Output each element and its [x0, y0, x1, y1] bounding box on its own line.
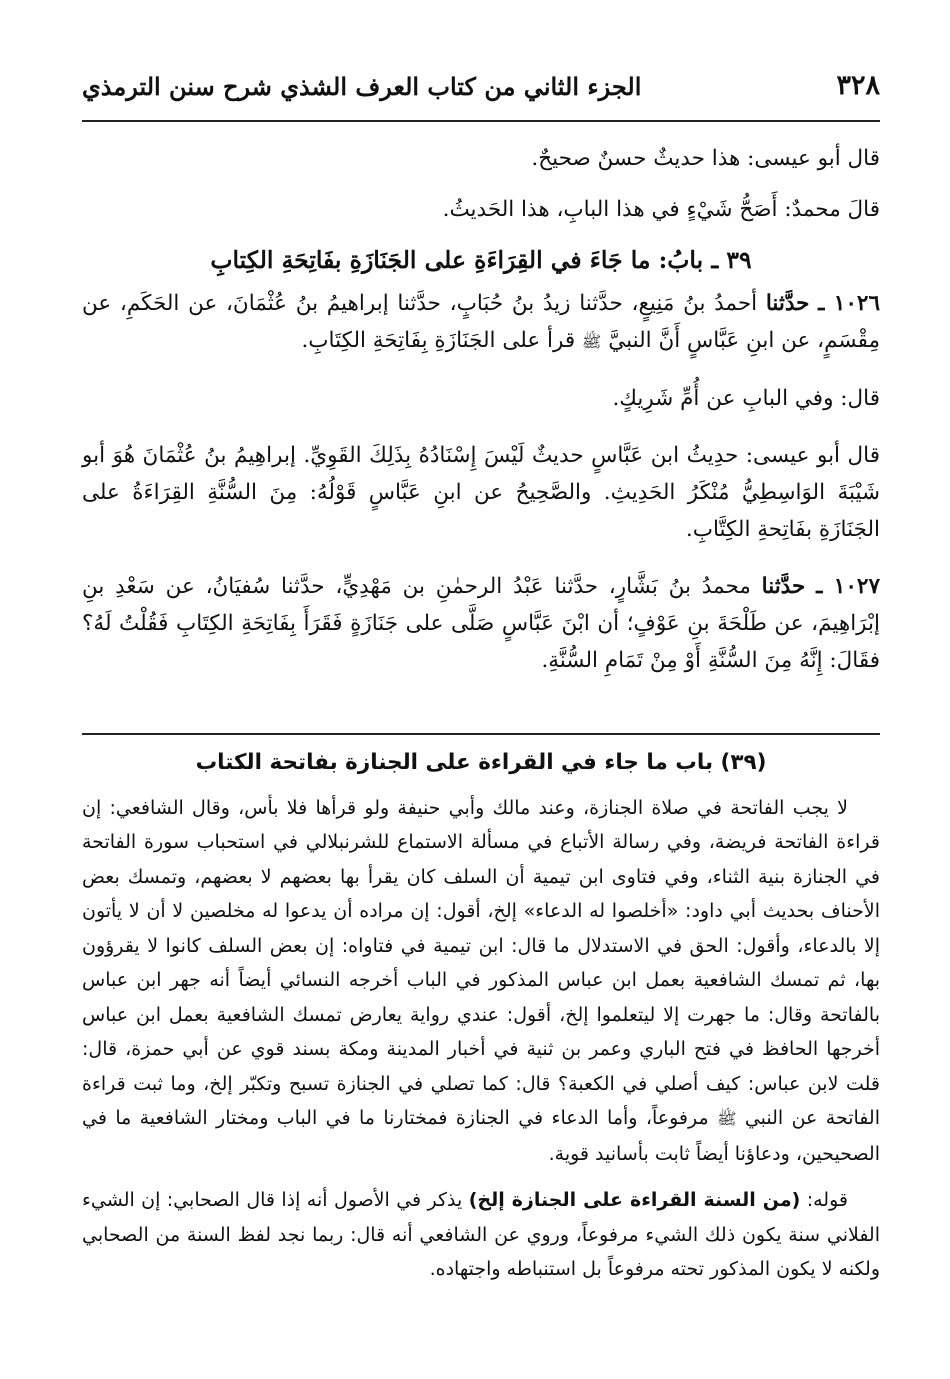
main-text — [82, 140, 880, 693]
commentary-text-end: مرفوعاً، وأما الدعاء في الجنازة فمختارنا ما في الباب ومختار الشافعية ما في الصحيحين، ودعاؤنا أيضاً ثابت بأسانيد قوية. — [82, 1107, 880, 1165]
hadith-text: محمدُ بنُ بَشَّارٍ، حدَّثنا عَبْدُ الرحمٰنِ بن مَهْدِيٍّ، حدَّثنا سُفيَانُ، عن سَعْدِ بنِ إبْرَاهِيمَ، عن طَلْحَةَ بنِ عَوْفٍ؛ أن ابْنَ عَبَّاسٍ صَلَّى على جَنَازَةٍ فَقَرَأَ بِفَاتِحَةِ الكِتَابِ فَقُلْتُ لَهُ؟ فقَالَ: إِنَّهُ مِنَ السُّنَّةِ أَوْ مِنْ تَمَامِ السُّنَّةِ. — [82, 574, 880, 673]
hadith-number: ١٠٢٦ ـ — [818, 291, 880, 316]
abu-isa-grading: قال أبو عيسى: حدِيثُ ابن عَبَّاسٍ حديثٌ لَيْسَ إِسْنَادُهُ بِذَلِكَ القَوِيِّ. إبراهِيمُ بنُ عُثْمَانَ هُوَ أبو شَيْبَةَ الوَاسِطِيُّ مُنْكَرُ الحَدِيثِ. والصَّحِيحُ عن ابنِ عَبَّاسٍ قَوْلُهُ: مِنَ السُّنَّةِ القِرَاءَةُ على الجَنَازَةِ بفَاتِحةِ الكِتَّابِ. — [82, 443, 880, 542]
header-rule — [82, 120, 880, 122]
chapter-title: ٣٩ ـ بابُ: ما جَاءَ في القِرَاءَةِ على الجَنَازَةِ بفَاتِحَةِ الكِتابِ — [210, 246, 752, 274]
page-number: ٣٢٨ — [836, 70, 880, 101]
commentary-text: يذكر في الأصول أنه إذا قال الصحابي: إن الشيء الفلاني سنة يكون ذلك الشيء مرفوعاً، وروي عن الشافعي أنه قال: ربما نجد لفظ السنة من الصحابي ولكنه لا يكون المذكور تحته مرفوعاً بل استنباطه واجتهاده. — [82, 1189, 880, 1280]
commentary-paragraph-1 — [82, 791, 880, 1172]
salutation-glyph: ﷺ — [717, 1109, 737, 1128]
commentary-divider — [82, 733, 880, 735]
quoted-phrase: (من السنة القراءة على الجنازة إلخ) — [468, 1189, 801, 1211]
muhammad-statement: قالَ محمدٌ: أَصَحُّ شَيْءٍ في هذا البابِ، هذا الحَديثُ. — [442, 197, 880, 222]
running-title: الجزء الثاني من كتاب العرف الشذي شرح سنن الترمذي — [82, 72, 642, 101]
hadith-1026 — [82, 285, 880, 360]
abu-isa-verdict: قال أبو عيسى: هذا حديثٌ حسنٌ صحيحٌ. — [531, 146, 880, 171]
hadith-text-end: قرأ على الجَنَازَةِ بِفَاتِحَةِ الكِتَابِ. — [301, 328, 576, 353]
running-header — [82, 70, 880, 101]
bab-note: قال: وفي البابِ عن أُمِّ شَرِيكٍ. — [612, 386, 880, 411]
commentary-title: (٣٩) باب ما جاء في القراءة على الجنازة بفاتحة الكتاب — [195, 750, 767, 775]
hadith-1027 — [82, 568, 880, 679]
commentary-text: لا يجب الفاتحة في صلاة الجنازة، وعند مالك وأبي حنيفة ولو قرأها فلا بأس، وقال الشافعي: إن قراءة الفاتحة فريضة، وفي رسالة الأتباع في مسألة الاستماع للشرنبلالي في استحباب سورة الفاتحة في الجنازة بنية الثناء، وفي فتاوى ابن تيمية أن السلف كان يقرأ بها بعضهم لا بعضهم، وتمسك بعض الأحناف بحديث أبي داود: «أخلصوا له الدعاء» إلخ، أقول: إن مراده أن يدعوا له مخلصين لا أن لا يأتون إلا بالدعاء، وأقول: الحق في الاستدلال ما قال: ابن تيمية في فتاواه: إن بعض السلف كانوا لا يقرؤون بها، ثم تمسك الشافعية بعمل ابن عباس المذكور في الباب أخرجه النسائي أيضاً أنه جهر ابن عباس بالفاتحة وقال: ما جهرت إلا ليتعلموا إلخ، أقول: عندي رواية يعارض تمسك الشافعية بعمل ابن عباس أخرجها الحافظ في فتح الباري وعمر بن ثنية في أخبار المدينة ومكة بسند قوي عن أبي حمزة، قال: قلت لابن عباس: كيف أصلي في الكعبة؟ قال: كما تصلي في الجنازة تسبح وتكبّر إلخ، وما ثبت قراءة الفاتحة عن النبي — [82, 796, 880, 1129]
hadith-number: ١٠٢٧ ـ — [816, 574, 880, 599]
hadith-text: أحمدُ بنُ مَنِيعٍ، حدَّثنا زيدُ بنُ حُبَابٍ، حدَّثنا إبراهيمُ بنُ عُثْمَانَ، عن الحَكَمِ، عن مِقْسَمٍ، عن ابنِ عَبَّاسٍ أَنَّ النبيَّ — [82, 291, 880, 353]
quote-lead: قوله: — [806, 1189, 848, 1211]
haddathana-keyword: حدَّثنا — [765, 291, 810, 316]
salutation-glyph: ﷺ — [582, 332, 602, 351]
commentary-paragraph-2 — [82, 1183, 880, 1287]
haddathana-keyword: حدَّثنا — [761, 574, 806, 599]
commentary-section — [82, 746, 880, 1299]
